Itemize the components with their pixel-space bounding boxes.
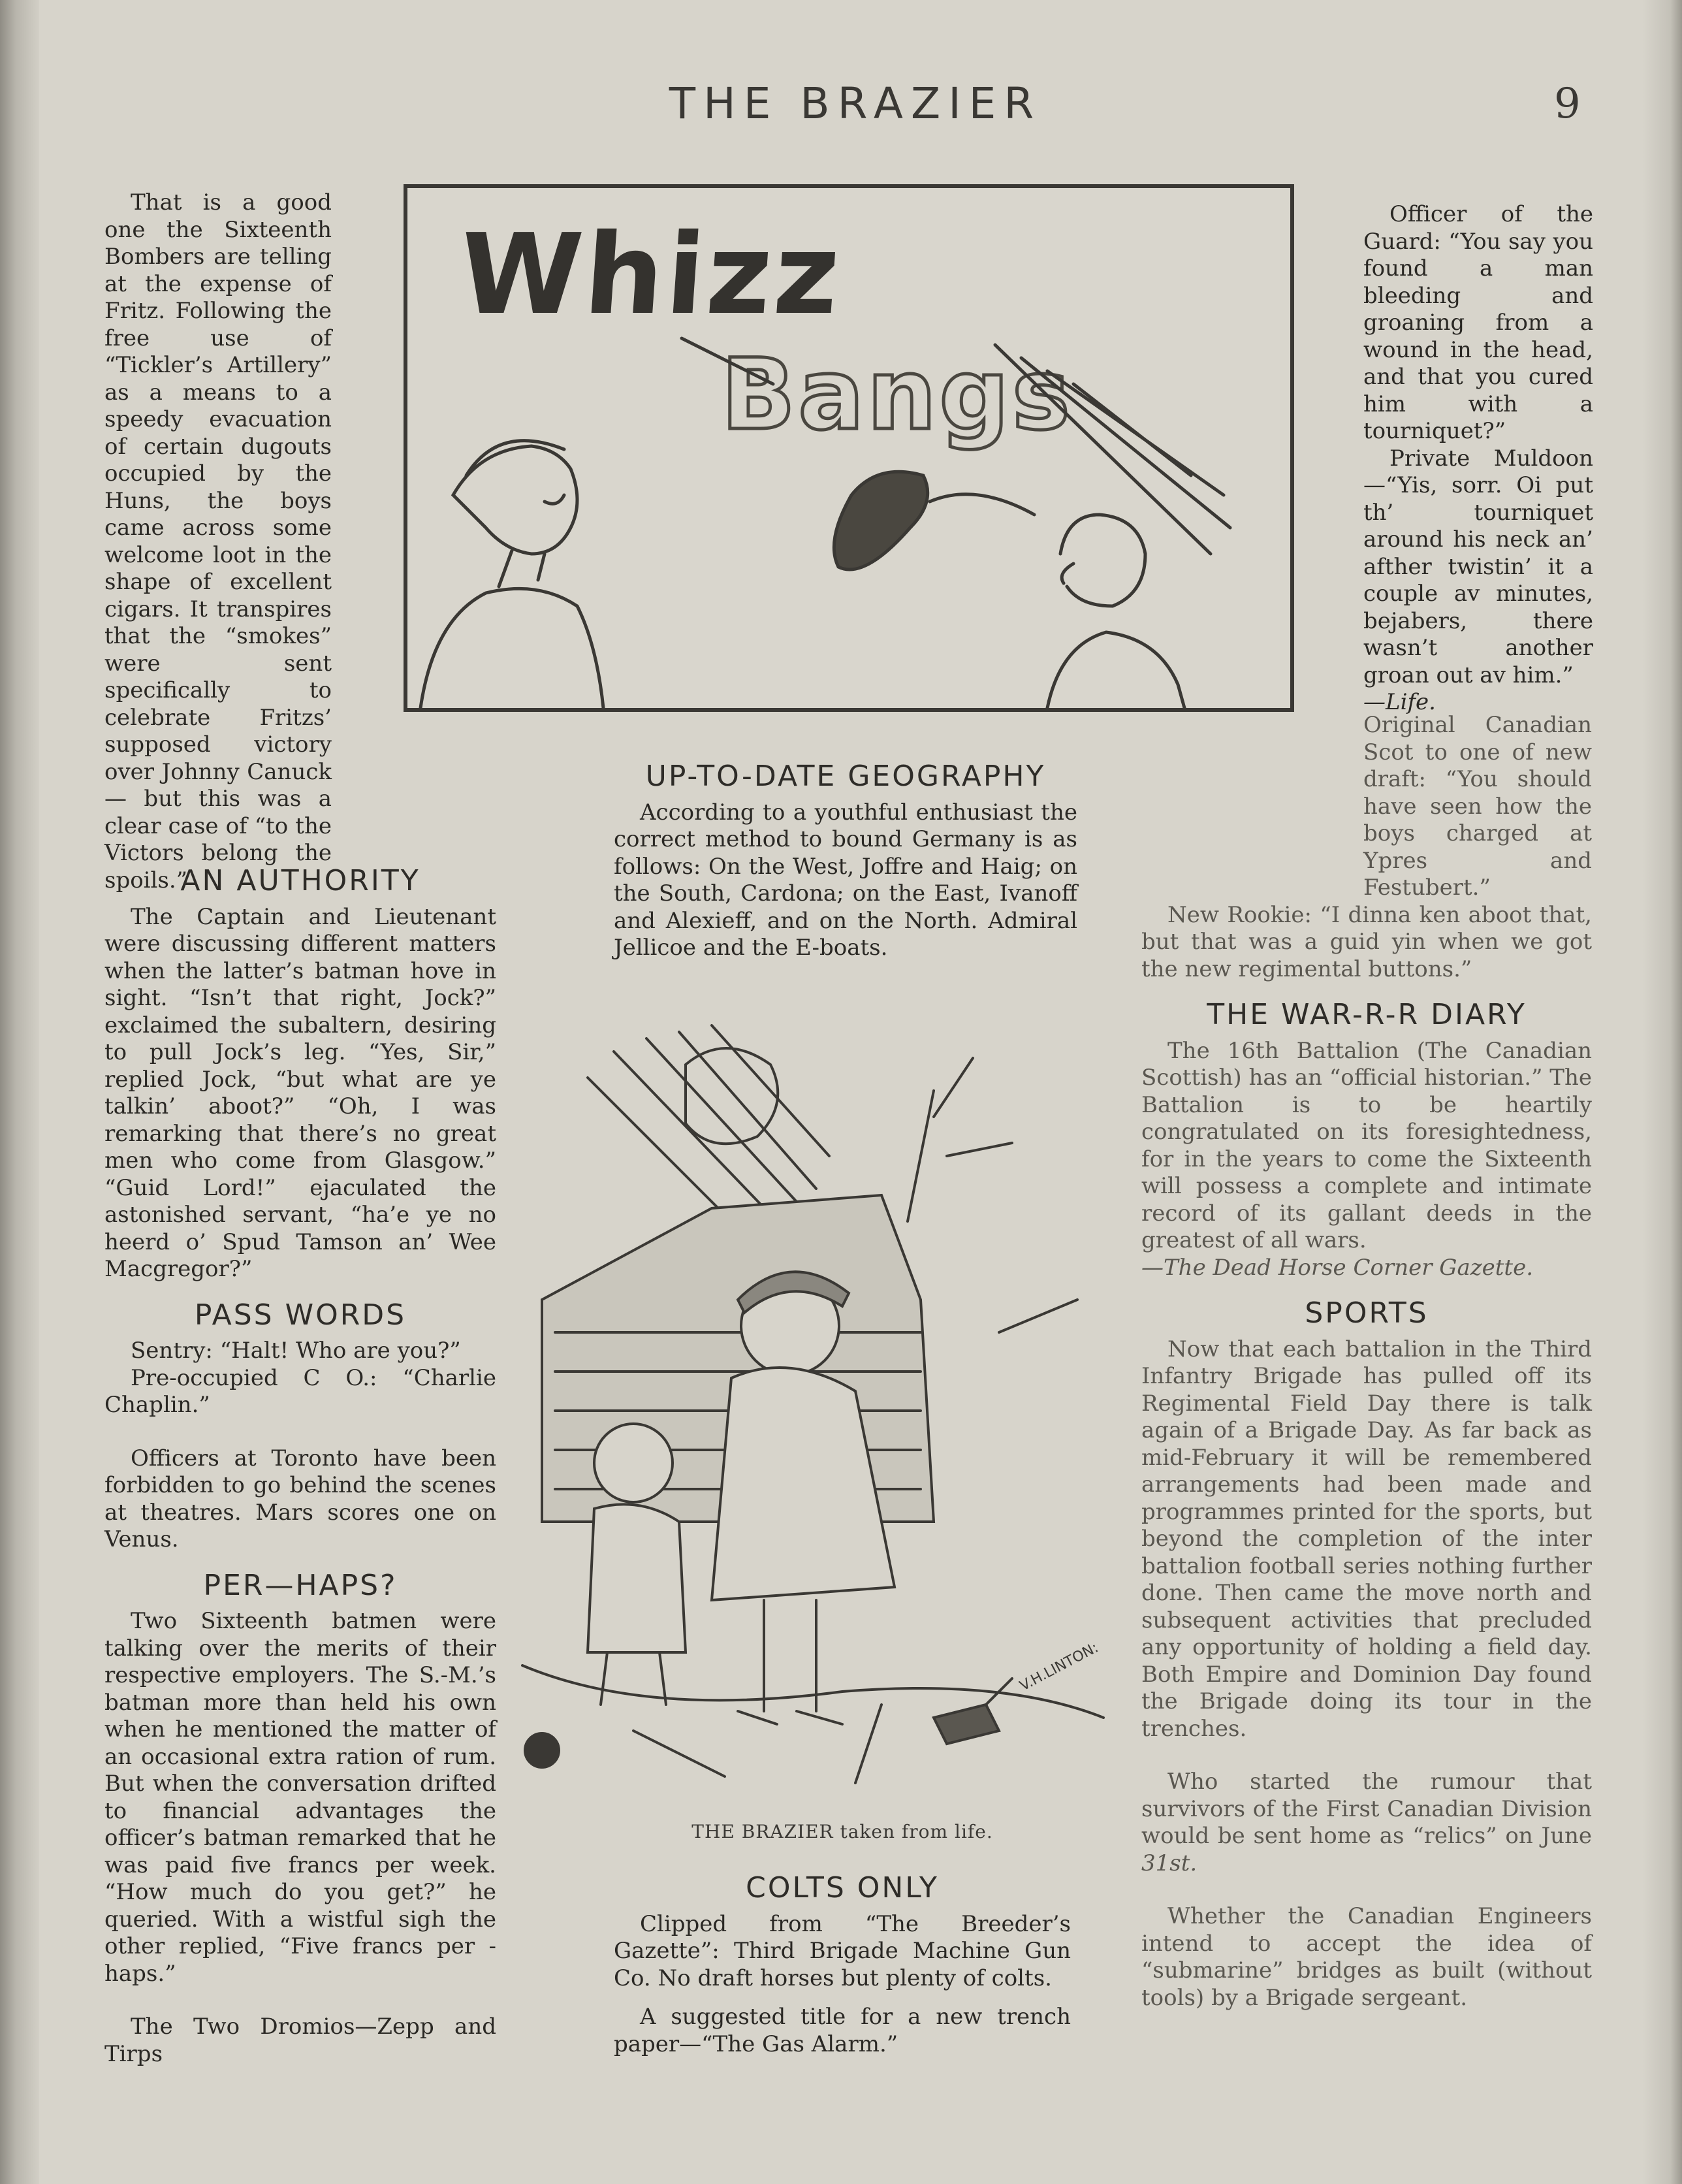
authority-heading: AN AUTHORITY xyxy=(180,864,420,897)
rookie-text: New Rookie: “I dinna ken aboot that, but that was a guid yin when we got the new regimental buttons.” xyxy=(1141,901,1592,982)
rumour-paragraph xyxy=(1141,1769,1592,1877)
passwords-line-1: Sentry: “Halt! Who are you?” xyxy=(131,1338,461,1364)
intro-paragraph: That is a good one the Sixteenth Bombers are telling at the expense of Fritz. Following the free use of “Tickler’s Artillery” as a means to a speedy evacuation of certain dugouts occupied by the Huns, the boys came across some welcome loot in the shape of excellent cigars. It transpires that the “smokes” were sent specifically to celebrate Fritzs’ supposed victory over Johnny Canuck — but this was a clear case of “to the Victors belong the spoils.” xyxy=(104,189,332,893)
column-middle xyxy=(614,745,1077,962)
diary-source: —The Dead Horse Corner Gazette. xyxy=(1141,1254,1534,1281)
rumour-text: Who started the rumour that survivors of the First Canadian Division would be sent home as “relics” on June xyxy=(1141,1769,1592,1849)
authority-text: The Captain and Lieutenant were discussing different matters when the latter’s batman hove in sight. “Isn’t that right, Jock?” exclaimed the subaltern, desiring to pull Jock’s leg. “Yes, Sir,” replied Jock, “but what are ye talkin’ aboot?” “Oh, I was remarking that there’s no great men who come from Glasgow.” “Guid Lord!” ejaculated the astonished servant, “ha’e ye no heerd o’ Spud Tamson an’ Wee Macgregor?” xyxy=(104,903,496,1282)
diary-heading: THE WAR-R-R DIARY xyxy=(1207,998,1527,1031)
geography-text: According to a youthful enthusiast the correct method to bound Germany is as follows: On the West, Joffre and Haig; on the South, Cardona; on the East, Ivanoff and Alexieff, and on the North. Admiral Jellicoe and the E-boats. xyxy=(614,799,1077,961)
illustration-caption: THE BRAZIER taken from life. xyxy=(691,1821,993,1842)
muldoon-text: Private Muldoon—“Yis, sorr. Oi put th’ tourniquet around his neck an’ afther twistin’ it a couple av minutes, bejabers, there wasn’t another groan out av him.” xyxy=(1363,445,1593,688)
colts-heading: COLTS ONLY xyxy=(746,1871,939,1904)
column-middle-bottom xyxy=(614,1856,1071,2058)
trench-text: A suggested title for a new trench paper—“The Gas Alarm.” xyxy=(614,2004,1071,2057)
geography-heading: UP-TO-DATE GEOGRAPHY xyxy=(645,760,1046,793)
page-binding xyxy=(0,0,39,2184)
column-left xyxy=(104,849,496,2068)
officer-guard-text: Officer of the Guard: “You say you found a man bleeding and groaning from a wound in the head, and that you cured him with a tourniquet?” xyxy=(1363,201,1593,444)
life-source: —Life. xyxy=(1363,689,1436,715)
page-edge xyxy=(1643,0,1682,2184)
whizz-title: Whizz xyxy=(455,210,846,340)
cartoon-drawing xyxy=(407,188,1290,708)
engineers-text: Whether the Canadian Engineers intend to accept the idea of “submarine” bridges as built (without tools) by a Brigade sergeant. xyxy=(1141,1903,1592,2011)
passwords-line-2: Pre-occupied C O.: “Charlie Chaplin.” xyxy=(104,1364,496,1418)
passwords-heading: PASS WORDS xyxy=(194,1298,407,1332)
dromios-text: The Two Dromios—Zepp and Tirps xyxy=(104,2014,496,2067)
whizz-bangs-cartoon xyxy=(404,184,1294,712)
perhaps-heading: PER—HAPS? xyxy=(203,1568,398,1602)
column-right-top xyxy=(1363,201,1593,716)
colts-text: Clipped from “The Breeder’s Gazette”: Third Brigade Machine Gun Co. No draft horses but plenty of colts. xyxy=(614,1910,1071,1991)
page-number: 9 xyxy=(1554,80,1581,128)
rumour-date: 31st. xyxy=(1141,1850,1198,1876)
illustration-signature: V.H.LINTON: xyxy=(1017,1639,1102,1695)
bangs-title: Bangs xyxy=(721,338,1073,452)
sports-text: Now that each battalion in the Third Infantry Brigade has pulled off its Regimental Field Day there is talk again of a Brigade Day. As far back as mid-February it will be remembered arrangements had been made and programmes printed for the sports, but beyond the completion of the inter battalion football series nothing further done. Then came the move north and subsequent activities that precluded any opportunity of holding a field day. Both Empire and Dominion Day found the Brigade doing its tour in the trenches. xyxy=(1141,1336,1592,1742)
sports-heading: SPORTS xyxy=(1305,1296,1429,1330)
scot-text: Original Canadian Scot to one of new draft: “You should have seen how the boys charged at Ypres and Festubert.” xyxy=(1363,712,1592,901)
masthead-title: THE BRAZIER xyxy=(669,78,1042,129)
brazier-illustration xyxy=(516,1025,1162,1796)
column-right xyxy=(1141,712,1592,2012)
diary-text: The 16th Battalion (The Canadian Scottish) has an “official historian.” The Battalion is to be heartily congratulated on its foresightedness, for in the years to come the Sixteenth will possess a complete and intimate record of its gallant deeds in the greatest of all wars. xyxy=(1141,1037,1592,1253)
perhaps-text: Two Sixteenth batmen were talking over the merits of their respective employers. The S.-M.’s batman more than held his own when he mentioned the matter of an occasional extra ration of rum. But when the conversation drifted to financial advantages the officer’s batman remarked that he was paid five francs per week. “How much do you get?” he queried. With a wistful sigh the other replied, “Five francs per - haps.” xyxy=(104,1608,496,1987)
officers-text: Officers at Toronto have been forbidden to go behind the scenes at theatres. Mars scores one on Venus. xyxy=(104,1445,496,1552)
